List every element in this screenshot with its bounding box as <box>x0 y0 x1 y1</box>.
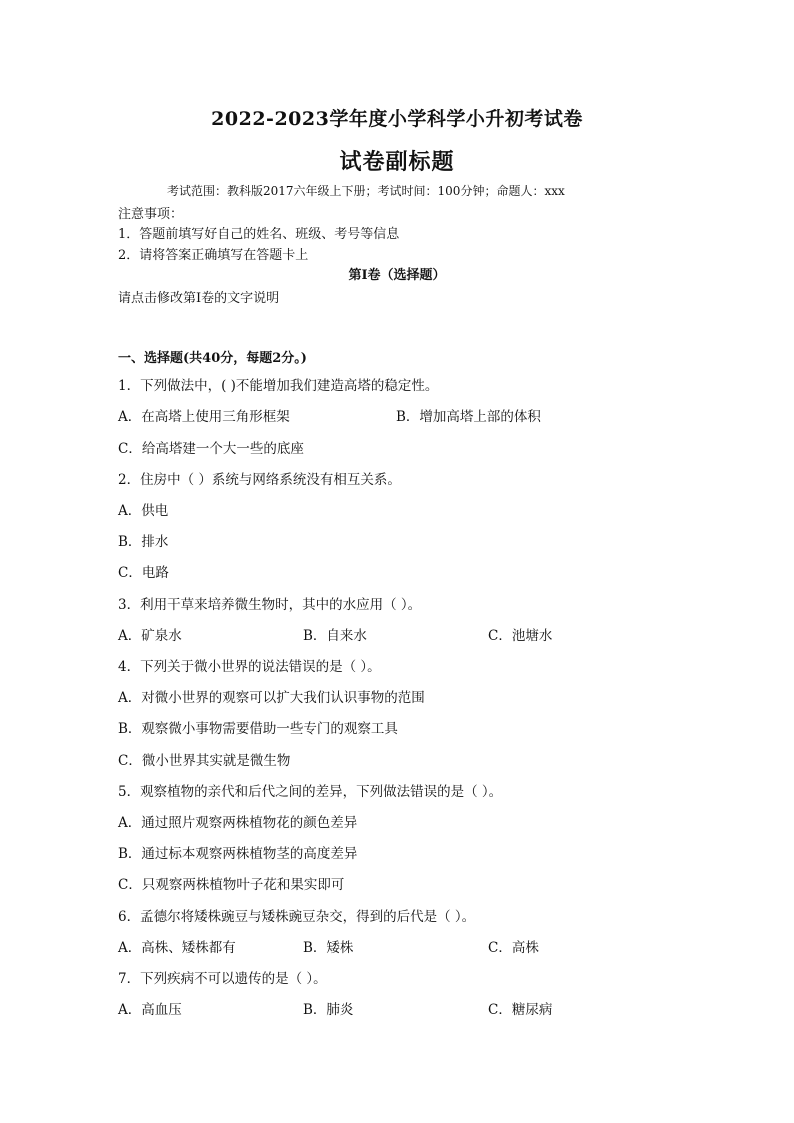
question-stem: 3．利用干草来培养微生物时，其中的水应用（ ）。 <box>118 597 422 613</box>
question-option: B．通过标本观察两株植物茎的高度差异 <box>118 846 358 862</box>
question-option: C．给高塔建一个大一些的底座 <box>118 441 304 457</box>
question-stem: 6．孟德尔将矮株豌豆与矮株豌豆杂交，得到的后代是（ ）。 <box>118 909 476 925</box>
question-option: C．糖尿病 <box>488 1002 553 1018</box>
question-option: C．电路 <box>118 565 169 581</box>
question-option: B．矮株 <box>303 940 354 956</box>
question-option: A．通过照片观察两株植物花的颜色差异 <box>118 815 358 831</box>
question-option: B．增加高塔上部的体积 <box>396 409 541 425</box>
question-stem: 1．下列做法中，( )不能增加我们建造高塔的稳定性。 <box>118 378 439 394</box>
exam-subtitle: 试卷副标题 <box>339 149 455 175</box>
volume-instruction: 请点击修改第I卷的文字说明 <box>118 291 280 306</box>
question-option: A．在高塔上使用三角形框架 <box>118 409 290 425</box>
exam-info: 考试范围：教科版2017六年级上下册；考试时间：100分钟；命题人：xxx <box>167 184 565 198</box>
question-option: B．排水 <box>118 534 169 550</box>
question-option: B．观察微小事物需要借助一些专门的观察工具 <box>118 721 398 737</box>
question-option: B．肺炎 <box>303 1002 354 1018</box>
question-stem: 4．下列关于微小世界的说法错误的是（ ）。 <box>118 659 381 675</box>
volume-title: 第I卷（选择题） <box>348 268 446 283</box>
question-stem: 5．观察植物的亲代和后代之间的差异，下列做法错误的是（ ）。 <box>118 784 503 800</box>
question-option: C．微小世界其实就是微生物 <box>118 753 291 769</box>
question-option: A．矿泉水 <box>118 628 182 644</box>
exam-title: 2022-2023学年度小学科学小升初考试卷 <box>211 108 583 130</box>
note-item: 1．答题前填写好自己的姓名、班级、考号等信息 <box>118 227 400 242</box>
question-option: A．高血压 <box>118 1002 182 1018</box>
question-option: A．高株、矮株都有 <box>118 940 236 956</box>
question-option: C．高株 <box>488 940 539 956</box>
question-option: A．供电 <box>118 503 169 519</box>
question-option: C．只观察两株植物叶子花和果实即可 <box>118 877 345 893</box>
question-option: A．对微小世界的观察可以扩大我们认识事物的范围 <box>118 690 425 706</box>
question-option: B．自来水 <box>303 628 367 644</box>
question-stem: 7．下列疾病不可以遗传的是（ ）。 <box>118 971 327 987</box>
notes-heading: 注意事项： <box>118 207 184 222</box>
question-stem: 2．住房中（ ）系统与网络系统没有相互关系。 <box>118 472 401 488</box>
note-item: 2．请将答案正确填写在答题卡上 <box>118 248 309 263</box>
question-option: C．池塘水 <box>488 628 553 644</box>
part-heading: 一、选择题(共40分，每题2分。) <box>118 351 307 366</box>
